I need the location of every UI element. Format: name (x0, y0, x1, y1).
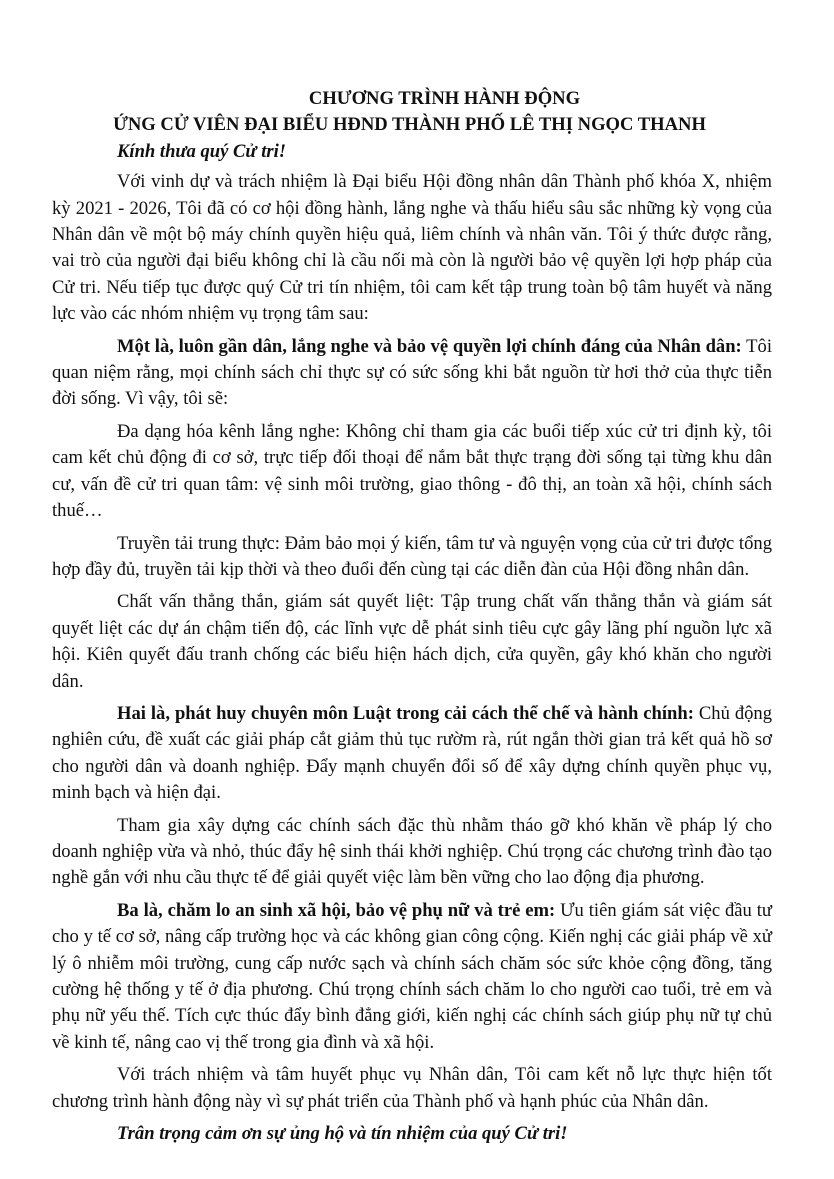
document-title-line1: CHƯƠNG TRÌNH HÀNH ĐỘNG (308, 88, 581, 109)
section1-item1: Đa dạng hóa kênh lắng nghe: Không chỉ tham gia các buổi tiếp xúc cử tri định kỳ, tôi cam kết chủ động đi cơ sở, trực tiếp đối thoại để nắm bắt thực trạng đời sống tại từng khu dân cư, vấn đề cử tri quan tâm: vệ sinh môi trường, giao thông - đô thị, an toàn xã hội, chính sách thuế… (52, 420, 772, 522)
section3-heading: Ba là, chăm lo an sinh xã hội, bảo vệ phụ nữ và trẻ em: (117, 899, 556, 921)
section3-lead: Ưu tiên giám sát việc đầu tư cho y tế cơ sở, nâng cấp trường học và các không gian công cộng. Kiến nghị các giải pháp về xử lý ô nhiễm môi trường, cung cấp nước sạch và chính sách chăm sóc sức khỏe cộng đồng, tăng cường hệ thống y tế ở địa phương. Chú trọng chính sách chăm lo cho người cao tuổi, trẻ em và phụ nữ yếu thế. Tích cực thúc đẩy bình đẳng giới, kiến nghị các chính sách giúp phụ nữ tự chủ về kinh tế, nâng cao vị thế trong gia đình và xã hội. (52, 899, 772, 1053)
section2-heading: Hai là, phát huy chuyên môn Luật trong cải cách thể chế và hành chính: (117, 702, 694, 724)
section1-lead: Tôi quan niệm rằng, mọi chính sách chỉ thực sự có sức sống khi bắt nguồn từ hơi thở của thực tiễn đời sống. Vì vậy, tôi sẽ: (52, 335, 772, 410)
section1-paragraph (52, 334, 772, 413)
document-title-line2: ỨNG CỬ VIÊN ĐẠI BIỂU HĐND THÀNH PHỐ LÊ THỊ NGỌC THANH (113, 114, 706, 136)
document-body (52, 139, 772, 1148)
section2-paragraph (52, 701, 772, 807)
section2-lead: Chủ động nghiên cứu, đề xuất các giải pháp cắt giảm thủ tục rườm rà, rút ngắn thời gian trả kết quả hồ sơ cho người dân và doanh nghiệp. Đẩy mạnh chuyển đổi số để xây dựng chính quyền phục vụ, minh bạch và hiện đại. (52, 702, 773, 804)
section1-item2: Truyền tải trung thực: Đảm bảo mọi ý kiến, tâm tư và nguyện vọng của cử tri được tổng hợp đầy đủ, truyền tải kịp thời và theo đuổi đến cùng tại các diễn đàn của Hội đồng nhân dân. (52, 532, 772, 580)
section1-heading: Một là, luôn gần dân, lắng nghe và bảo vệ quyền lợi chính đáng của Nhân dân: (117, 335, 742, 357)
section1-item3: Chất vấn thẳng thắn, giám sát quyết liệt: Tập trung chất vấn thẳng thắn và giám sát quyết liệt các dự án chậm tiến độ, các lĩnh vực dễ phát sinh tiêu cực gây lãng phí nguồn lực xã hội. Kiên quyết đấu tranh chống các biểu hiện hách dịch, cửa quyền, gây khó khăn cho người dân. (52, 591, 772, 692)
commitment-paragraph: Với trách nhiệm và tâm huyết phục vụ Nhân dân, Tôi cam kết nỗ lực thực hiện tốt chương trình hành động này vì sự phát triển của Thành phố và hạnh phúc của Nhân dân. (52, 1064, 772, 1112)
section2-item1: Tham gia xây dựng các chính sách đặc thù nhằm tháo gỡ khó khăn về pháp lý cho doanh nghiệp vừa và nhỏ, thúc đẩy hệ sinh thái khởi nghiệp. Chú trọng các chương trình đào tạo nghề gắn với nhu cầu thực tế để giải quyết việc làm bền vững cho lao động địa phương. (52, 814, 772, 889)
closing-line: Trân trọng cảm ơn sự ủng hộ và tín nhiệm của quý Cử tri! (117, 1123, 568, 1145)
intro-paragraph: Với vinh dự và trách nhiệm là Đại biểu Hội đồng nhân dân Thành phố khóa X, nhiệm kỳ 2021 - 2026, Tôi đã có cơ hội đồng hành, lắng nghe và thấu hiểu sâu sắc những kỳ vọng của Nhân dân về một bộ máy chính quyền hiệu quả, liêm chính và nhân văn. Tôi ý thức được rằng, vai trò của người đại biểu không chỉ là cầu nối mà còn là người bảo vệ quyền lợi hợp pháp của Cử tri. Nếu tiếp tục được quý Cử tri tín nhiệm, tôi cam kết tập trung toàn bộ tâm huyết và năng lực vào các nhóm nhiệm vụ trọng tâm sau: (52, 171, 772, 325)
salutation: Kính thưa quý Cử tri! (117, 140, 287, 162)
section3-paragraph (52, 898, 772, 1056)
